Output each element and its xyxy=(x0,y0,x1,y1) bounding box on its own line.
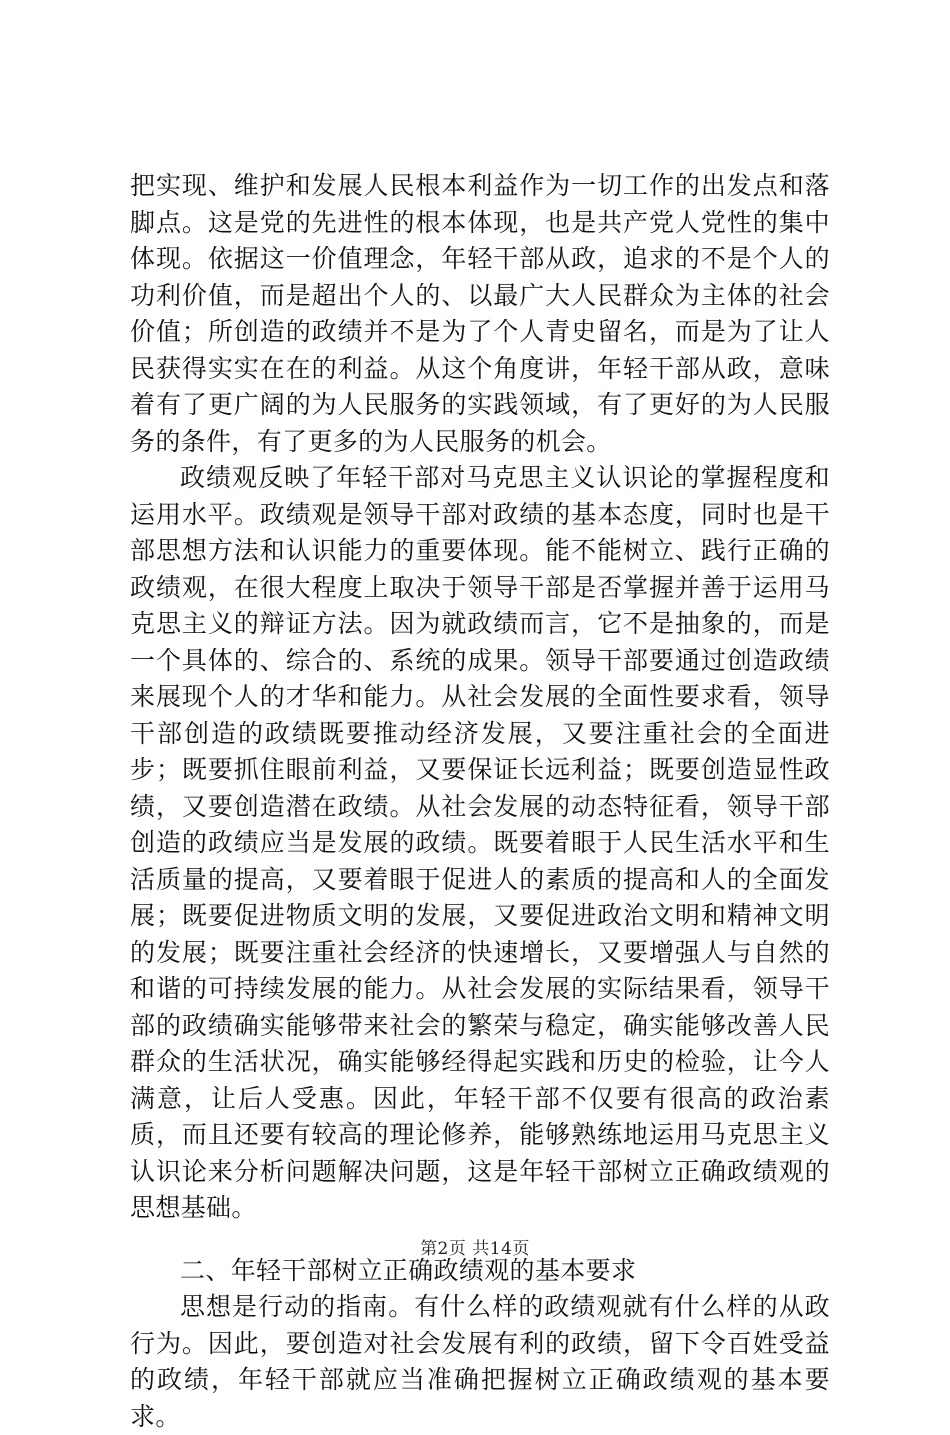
body-paragraph-1: 把实现、维护和发展人民根本利益作为一切工作的出发点和落脚点。这是党的先进性的根本体现，也是共产党人党性的集中体现。依据这一价值理念，年轻干部从政，追求的不是个人的功利价值，而是超出个人的、以最广大人民群众为主体的社会价值；所创造的政绩并不是为了个人青史留名，而是为了让人民获得实实在在的利益。从这个角度讲，年轻干部从政，意味着有了更广阔的为人民服务的实践领域，有了更好的为人民服务的条件，有了更多的为人民服务的机会。 xyxy=(130,171,830,456)
body-paragraph-2: 政绩观反映了年轻干部对马克思主义认识论的掌握程度和运用水平。政绩观是领导干部对政绩的基本态度，同时也是干部思想方法和认识能力的重要体现。能不能树立、践行正确的政绩观，在很大程度上取决于领导干部是否掌握并善于运用马克思主义的辩证方法。因为就政绩而言，它不是抽象的，而是一个具体的、综合的、系统的成果。领导干部要通过创造政绩来展现个人的才华和能力。从社会发展的全面性要求看，领导干部创造的政绩既要推动经济发展，又要注重社会的全面进步；既要抓住眼前利益，又要保证长远利益；既要创造显性政绩，又要创造潜在政绩。从社会发展的动态特征看，领导干部创造的政绩应当是发展的政绩。既要着眼于人民生活水平和生活质量的提高，又要着眼于促进人的素质的提高和人的全面发展；既要促进物质文明的发展，又要促进政治文明和精神文明的发展；既要注重社会经济的快速增长，又要增强人与自然的和谐的可持续发展的能力。从社会发展的实际结果看，领导干部的政绩确实能够带来社会的繁荣与稳定，确实能够改善人民群众的生活状况，确实能够经得起实践和历史的检验，让今人满意，让后人受惠。因此，年轻干部不仅要有很高的政治素质，而且还要有较高的理论修养，能够熟练地运用马克思主义认识论来分析问题解决问题，这是年轻干部树立正确政绩观的思想基础。 xyxy=(130,463,830,1222)
section-paragraph: 思想是行动的指南。有什么样的政绩观就有什么样的从政行为。因此，要创造对社会发展有利的政绩，留下令百姓受益的政绩，年轻干部就应当准确把握树立正确政绩观的基本要求。 xyxy=(130,1292,830,1431)
section-heading: 二、年轻干部树立正确政绩观的基本要求 xyxy=(180,1255,637,1285)
page-footer: 第2页 共14页 xyxy=(420,1239,530,1259)
